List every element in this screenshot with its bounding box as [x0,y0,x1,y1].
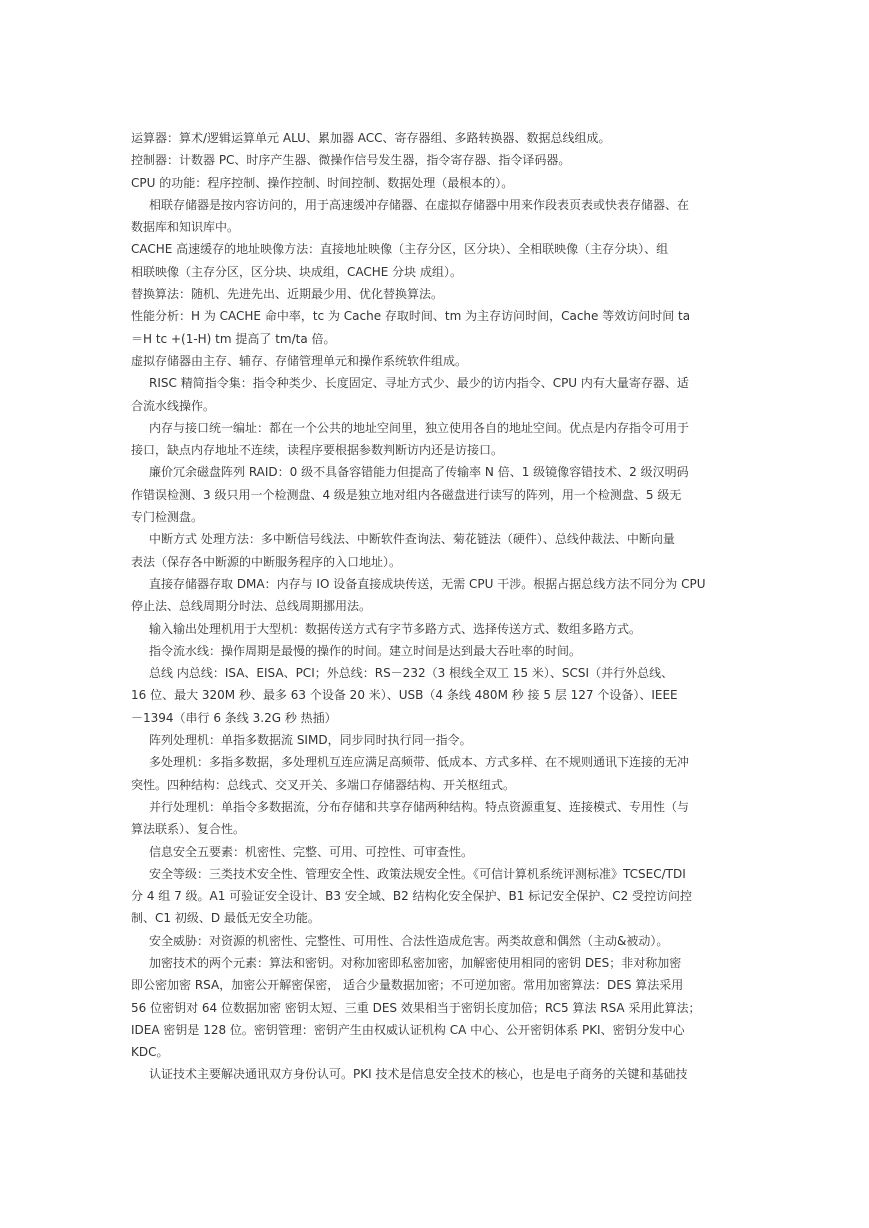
text-line: 合流水线操作。 [131,398,216,413]
text-line: 相联映像（主存分区，区分块、块成组，CACHE 分块 成组）。 [131,264,462,279]
text-line: 数据库和知识库中。 [131,220,240,235]
text-line: 加密技术的两个元素：算法和密钥。对称加密即私密加密，加解密使用相同的密钥 DES；非对称加密 [149,955,682,970]
text-line: 作错误检测、3 级只用一个检测盘、4 级是独立地对组内各磁盘进行读写的阵列，用一个检测盘、5 级无 [131,487,682,502]
text-line: 表法（保存各中断源的中断服务程序的入口地址）。 [131,554,402,569]
text-line: 虚拟存储器由主存、辅存、存储管理单元和操作系统软件组成。 [131,353,468,368]
text-line: 中断方式 处理方法：多中断信号线法、中断软件查询法、菊花链法（硬件）、总线仲裁法、中断向量 [149,532,675,547]
text-line: 内存与接口统一编址：都在一个公共的地址空间里，独立使用各自的地址空间。优点是内存指令可用于 [149,420,690,435]
text-line: 指令流水线：操作周期是最慢的操作的时间。建立时间是达到最大吞吐率的时间。 [149,643,582,658]
text-line: 输入输出处理机用于大型机：数据传送方式有字节多路方式、选择传送方式、数组多路方式。 [149,621,642,636]
text-line: 阵列处理机：单指多数据流 SIMD，同步同时执行同一指令。 [149,733,472,748]
text-line: 停止法、总线周期分时法、总线周期挪用法。 [131,599,372,614]
text-line: IDEA 密钥是 128 位。密钥管理：密钥产生由权威认证机构 CA 中心、公开密钥体系 PKI、密钥分发中心 [131,1022,685,1037]
text-line: CPU 的功能：程序控制、操作控制、时间控制、数据处理（最根本的）。 [131,175,514,190]
text-line: 相联存储器是按内容访问的，用于高速缓冲存储器、在虚拟存储器中用来作段表页表或快表存储器、在 [149,197,690,212]
text-line: 信息安全五要素：机密性、完整、可用、可控性、可审查性。 [149,844,474,859]
text-line: ＝H tc +(1-H) tm 提高了 tm/ta 倍。 [131,331,336,346]
text-line: 运算器：算术/逻辑运算单元 ALU、累加器 ACC、寄存器组、多路转换器、数据总线组成。 [131,131,611,145]
text-line: 专门检测盘。 [131,510,204,525]
text-line: 认证技术主要解决通讯双方身份认可。PKI 技术是信息安全技术的核心，也是电子商务的关键和基础技 [149,1067,688,1082]
text-line: 并行处理机：单指令多数据流，分布存储和共享存储两种结构。特点资源重复、连接模式、专用性（与 [149,799,690,814]
text-line: KDC。 [131,1045,169,1060]
text-line: 安全等级：三类技术安全性、管理安全性、政策法规安全性。《可信计算机系统评测标准》TCSEC/TDI [149,866,686,881]
text-line: 直接存储器存取 DMA：内存与 IO 设备直接成块传送，无需 CPU 干涉。根据占据总线方法不同分为 CPU [149,576,706,591]
text-line: 制、C1 初级、D 最低无安全功能。 [131,911,320,926]
text-line: 廉价冗余磁盘阵列 RAID：0 级不具备容错能力但提高了传输率 N 倍、1 级镜像容错技术、2 级汉明码 [149,465,689,480]
text-line: 接口，缺点内存地址不连续，读程序要根据参数判断访内还是访接口。 [131,443,504,458]
text-line: 16 位、最大 320M 秒、最多 63 个设备 20 米）、USB（4 条线 480M 秒 接 5 层 127 个设备）、IEEE [131,688,678,703]
text-line: 突性。四种结构：总线式、交叉开关、多端口存储器结构、开关枢纽式。 [131,777,516,792]
text-line: 即公密加密 RSA，加密公开解密保密， 适合少量数据加密；不可逆加密。常用加密算法：DES 算法采用 [131,978,684,993]
text-line: 总线 内总线：ISA、EISA、PCI；外总线：RS－232（3 根线全双工 15 米）、SCSI（并行外总线、 [149,666,674,681]
text-line: 多处理机：多指多数据，多处理机互连应满足高频带、低成本、方式多样、在不规则通讯下连接的无冲 [149,755,690,770]
text-line: 替换算法：随机、先进先出、近期最少用、优化替换算法。 [131,287,444,302]
text-line: 安全威胁：对资源的机密性、完整性、可用性、合法性造成危害。两类故意和偶然（主动&被动）。 [149,933,669,948]
text-line: －1394（串行 6 条线 3.2G 秒 热插） [131,710,337,725]
text-line: 分 4 组 7 级。A1 可验证安全设计、B3 安全域、B2 结构化安全保护、B1 标记安全保护、C2 受控访问控 [131,889,693,904]
text-line: 56 位密钥对 64 位数据加密 密钥太短、三重 DES 效果相当于密钥长度加倍；RC5 算法 RSA 采用此算法； [131,1000,701,1015]
text-line: CACHE 高速缓存的地址映像方法：直接地址映像（主存分区，区分块）、全相联映像（主存分块）、组 [131,242,669,257]
text-line: RISC 精简指令集：指令种类少、长度固定、寻址方式少、最少的访内指令、CPU 内有大量寄存器、适 [149,376,689,391]
text-line: 算法联系）、复合性。 [131,822,246,837]
text-line: 控制器：计数器 PC、时序产生器、微操作信号发生器，指令寄存器、指令译码器。 [131,153,571,168]
text-line: 性能分析：H 为 CACHE 命中率，tc 为 Cache 存取时间、tm 为主存访问时间，Cache 等效访问时间 ta [131,309,691,324]
